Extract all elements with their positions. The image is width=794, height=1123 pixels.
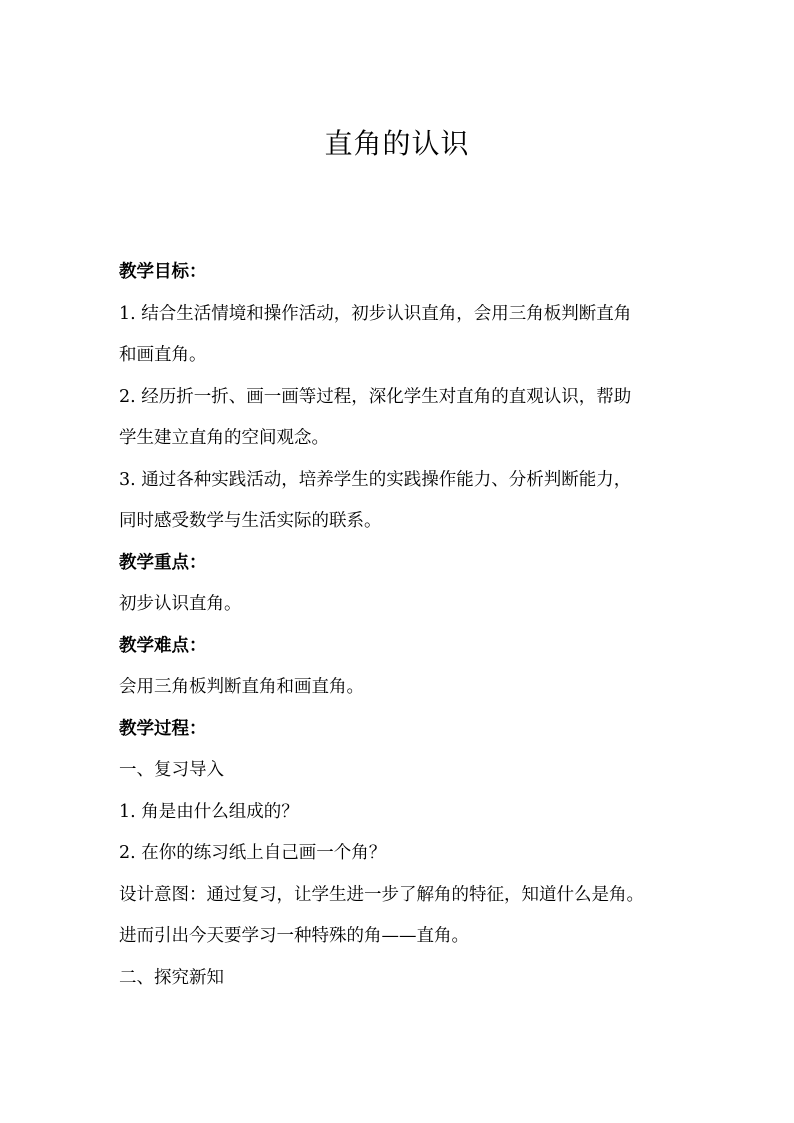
heading-goals: 教学目标： — [119, 262, 207, 282]
heading-difficulties: 教学难点： — [119, 636, 207, 656]
goal-1-line-1: 1. 结合生活情境和操作活动，初步认识直角，会用三角板判断直角 — [119, 304, 632, 324]
heading-key-points: 教学重点： — [119, 553, 207, 573]
goal-2-line-1: 2. 经历折一折、画一画等过程，深化学生对直角的直观认识，帮助 — [119, 387, 632, 407]
goal-1-line-2: 和画直角。 — [119, 345, 207, 365]
goal-2-line-2: 学生建立直角的空间观念。 — [119, 428, 329, 448]
key-point-text: 初步认识直角。 — [119, 594, 242, 614]
design-intent-line-2: 进而引出今天要学习一种特殊的角——直角。 — [119, 926, 469, 946]
document-title: 直角的认识 — [324, 127, 470, 160]
review-question-1: 1. 角是由什么组成的？ — [119, 802, 299, 822]
goal-3-line-1: 3. 通过各种实践活动，培养学生的实践操作能力、分析判断能力， — [119, 470, 632, 490]
section-1-heading: 一、复习导入 — [119, 760, 224, 780]
heading-process: 教学过程： — [119, 719, 207, 739]
section-2-heading: 二、探究新知 — [119, 968, 224, 988]
goal-3-line-2: 同时感受数学与生活实际的联系。 — [119, 511, 382, 531]
difficulty-text: 会用三角板判断直角和画直角。 — [119, 677, 364, 697]
design-intent-line-1: 设计意图：通过复习，让学生进一步了解角的特征，知道什么是角。 — [119, 885, 644, 905]
review-question-2: 2. 在你的练习纸上自己画一个角？ — [119, 843, 387, 863]
